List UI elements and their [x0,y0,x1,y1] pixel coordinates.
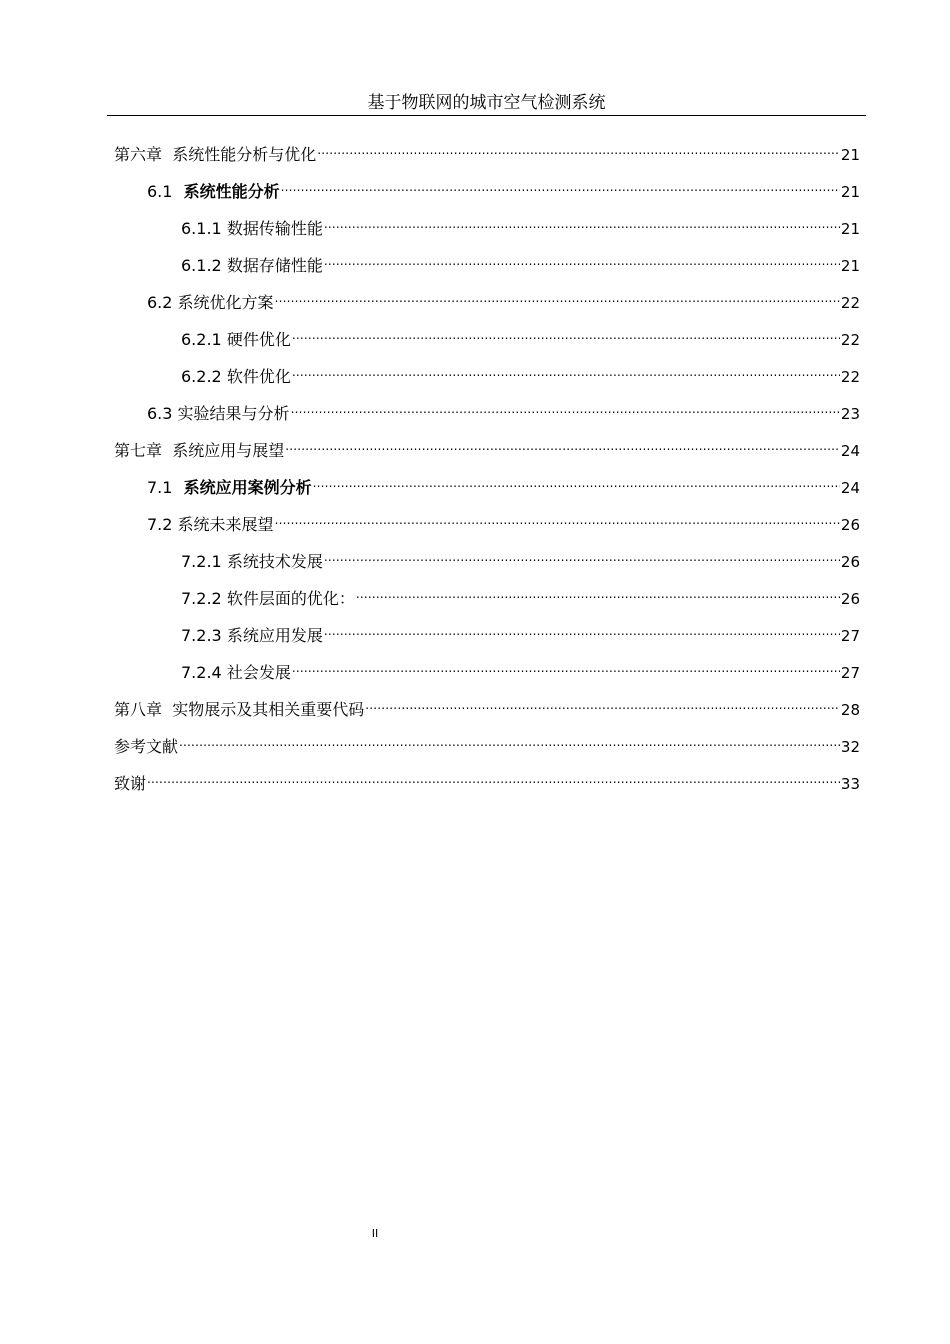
toc-entry-number: 6.2.2 [181,367,222,386]
toc-entry-separator [162,700,172,719]
toc-entry[interactable] [147,463,860,497]
toc-dot-leader [356,574,840,604]
toc-page-number: 21 [840,257,860,275]
toc-page-number: 28 [840,701,860,719]
toc-entry-number: 7.2 [147,515,173,534]
toc-entry[interactable] [181,315,860,349]
toc-entry-title [181,362,291,392]
toc-entry-number: 6.1.2 [181,256,222,275]
toc-entry-title [147,399,290,429]
page-number: II [371,1227,379,1240]
toc-dot-leader [292,315,840,345]
toc-dot-leader [313,463,840,493]
toc-page-number: 21 [840,183,860,201]
toc-page-number: 26 [840,590,860,608]
toc-entry[interactable] [181,574,860,608]
toc-entry-number: 6.1 [147,182,173,201]
toc-entry-text: 软件优化 [226,367,291,386]
toc-entry-title [147,177,280,207]
toc-entry-title [114,769,146,799]
toc-entry-separator [172,182,183,201]
toc-entry-text: 系统应用案例分析 [183,478,312,497]
toc-entry-number: 7.1 [147,478,173,497]
toc-entry-text: 数据存储性能 [226,256,323,275]
toc-page-number: 21 [840,146,860,164]
toc-entry[interactable] [114,130,860,164]
toc-dot-leader [291,389,840,419]
toc-entry-text: 系统应用与展望 [172,441,285,460]
toc-dot-leader [292,352,840,382]
toc-entry[interactable] [181,537,860,571]
toc-entry-text: 参考文献 [114,737,179,756]
toc-entry-number: 6.1.1 [181,219,222,238]
toc-dot-leader [324,204,840,234]
toc-page-number: 23 [840,405,860,423]
toc-entry-separator [162,145,172,164]
toc-entry-number: 第七章 [114,441,163,460]
toc-entry-title [114,140,316,170]
toc-page-number: 24 [840,442,860,460]
toc-entry-title [181,547,323,577]
toc-page-number: 27 [840,627,860,645]
toc-dot-leader [285,426,840,456]
toc-entry-text: 社会发展 [226,663,291,682]
toc-entry-title [181,621,323,651]
toc-entry-number: 6.3 [147,404,173,423]
toc-dot-leader [324,611,840,641]
toc-entry-text: 实验结果与分析 [177,404,290,423]
toc-entry[interactable] [181,352,860,386]
toc-entry-title [181,214,323,244]
toc-entry-title [147,473,312,503]
toc-entry[interactable] [147,389,860,423]
toc-page-number: 32 [840,738,860,756]
toc-dot-leader [317,130,840,160]
toc-entry[interactable] [114,685,860,719]
toc-entry-text: 系统应用发展 [226,626,323,645]
toc-entry-text: 硬件优化 [226,330,291,349]
document-title: 基于物联网的城市空气检测系统 [367,93,606,113]
toc-dot-leader [324,537,840,567]
toc-dot-leader [281,167,840,197]
toc-entry-separator [162,441,172,460]
toc-entry-title [114,695,364,725]
toc-entry-title [181,251,323,281]
toc-entry-title [181,658,291,688]
toc-page-number: 22 [840,368,860,386]
toc-entry-number: 7.2.3 [181,626,222,645]
toc-entry-text: 系统性能分析与优化 [172,145,317,164]
toc-entry-separator [172,478,183,497]
toc-entry-number: 第六章 [114,145,163,164]
toc-dot-leader [292,648,840,678]
toc-page-number: 26 [840,553,860,571]
toc-page-number: 22 [840,294,860,312]
toc-entry[interactable] [114,759,860,793]
toc-entry-number: 7.2.4 [181,663,222,682]
toc-entry-number: 7.2.1 [181,552,222,571]
toc-entry-text: 软件层面的优化： [226,589,355,608]
toc-dot-leader [275,278,840,308]
toc-page-number: 33 [840,775,860,793]
toc-entry-number: 6.2.1 [181,330,222,349]
toc-entry[interactable] [181,241,860,275]
toc-dot-leader [365,685,840,715]
toc-page-number: 21 [840,220,860,238]
toc-dot-leader [324,241,840,271]
toc-entry-title [147,510,274,540]
toc-entry[interactable] [181,648,860,682]
toc-page-number: 24 [840,479,860,497]
toc-entry[interactable] [181,204,860,238]
toc-entry-text: 系统性能分析 [183,182,280,201]
toc-entry-text: 系统技术发展 [226,552,323,571]
toc-entry-text: 致谢 [114,774,147,793]
toc-dot-leader [147,759,840,789]
toc-entry[interactable] [181,611,860,645]
toc-entry-text: 系统未来展望 [177,515,274,534]
toc-dot-leader [179,722,840,752]
toc-entry-title [114,436,284,466]
toc-entry[interactable] [114,722,860,756]
toc-entry[interactable] [147,278,860,312]
toc-dot-leader [275,500,840,530]
toc-entry[interactable] [147,500,860,534]
toc-entry[interactable] [114,426,860,460]
toc-entry-number: 第八章 [114,700,163,719]
toc-page-number: 22 [840,331,860,349]
toc-entry-title [181,325,291,355]
toc-page-number: 27 [840,664,860,682]
toc-entry-number: 6.2 [147,293,173,312]
toc-entry-title [147,288,274,318]
page-header [107,91,866,116]
toc-entry-title [181,584,355,614]
toc-entry-text: 数据传输性能 [226,219,323,238]
toc-entry-text: 系统优化方案 [177,293,274,312]
toc-entry-text: 实物展示及其相关重要代码 [172,700,365,719]
toc-entry-title [114,732,178,762]
toc-entry-number: 7.2.2 [181,589,222,608]
toc-page-number: 26 [840,516,860,534]
toc-entry[interactable] [147,167,860,201]
